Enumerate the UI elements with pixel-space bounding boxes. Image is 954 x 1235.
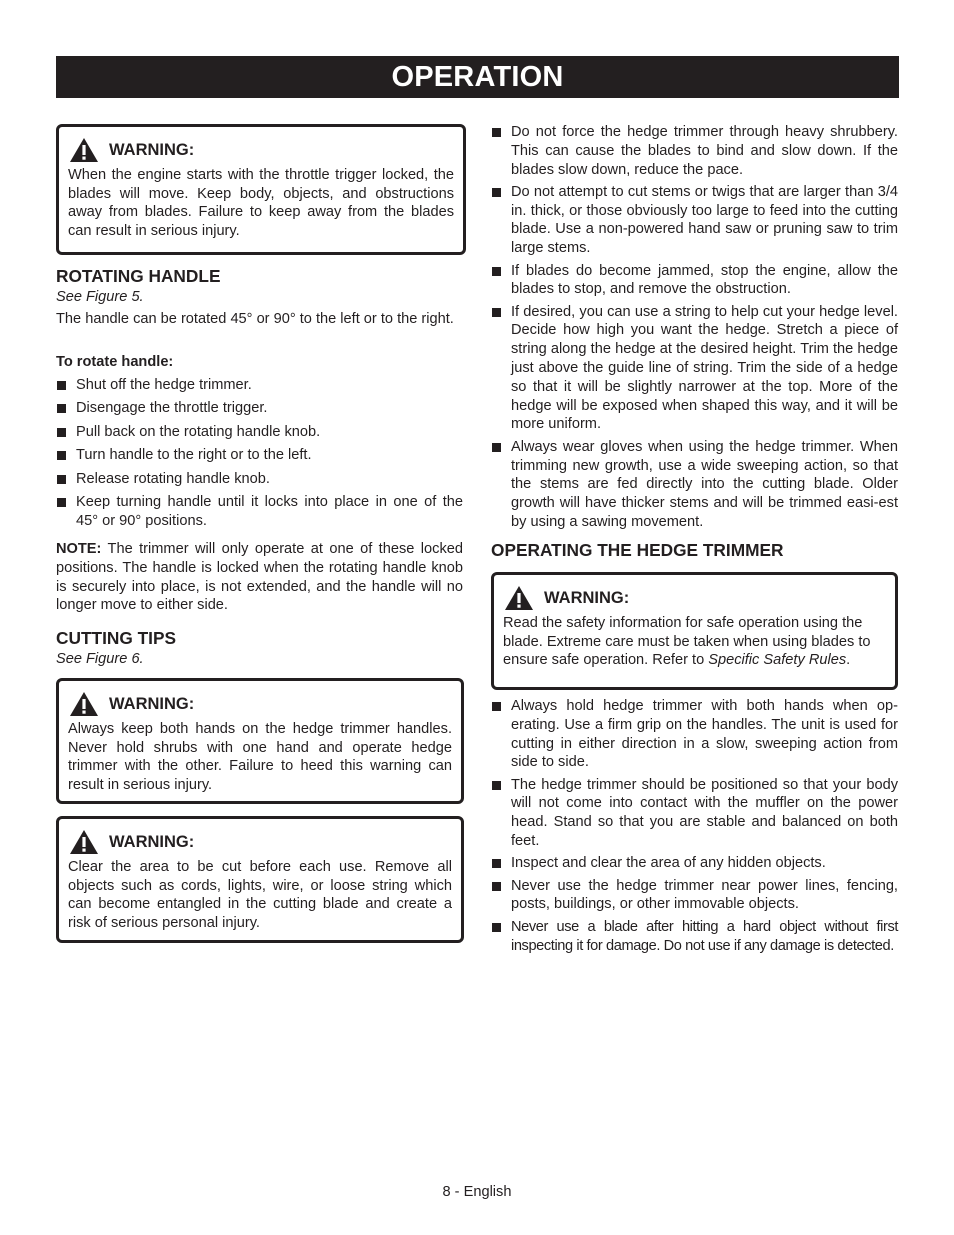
warning-label: WARNING:: [109, 694, 195, 713]
warning-text: When the engine starts with the throttle trigger locked, the blades will move. Keep body, objects, and obstructions away from blades. Failure to keep away from the blades can result in serious injury.: [68, 167, 454, 239]
section-banner: [56, 56, 899, 98]
warning-header: [68, 693, 452, 715]
bullet-square-icon: [492, 882, 501, 891]
list-item: Never use a blade after hitting a hard object without first inspecting it for damage. Do not use if any damage is detected.: [491, 918, 898, 956]
list-item: Shut off the hedge trimmer.: [56, 376, 463, 395]
rotate-steps-list: [56, 376, 463, 531]
bullet-square-icon: [492, 923, 501, 932]
list-item: Always wear gloves when using the hedge trimmer. When trimming new growth, use a wide sweeping action, so that the stems are fed directly into the cutting blade. Older growth will have thicker stems and will be trimmed easi-est by using a sawing movement.: [491, 438, 898, 532]
bullet-square-icon: [492, 308, 501, 317]
list-item: Never use the hedge trimmer near power lines, fencing, posts, buildings, or other immovable objects.: [491, 877, 898, 915]
cutting-tips-heading: CUTTING TIPS: [56, 628, 177, 648]
list-item: Release rotating handle knob.: [56, 470, 463, 489]
warning-header: [503, 587, 886, 609]
bullet-square-icon: [492, 781, 501, 790]
bullet-square-icon: [57, 498, 66, 507]
warning-box-engine: [56, 124, 466, 255]
rotating-handle-heading: ROTATING HANDLE: [56, 266, 221, 286]
warning-text: Clear the area to be cut before each use. Remove all objects such as cords, lights, wire, or loose string which can become entangled in the cutting blade and create a risk of serious personal injury.: [68, 859, 452, 931]
warning-box-blade: [491, 572, 898, 690]
bullet-square-icon: [492, 443, 501, 452]
bullet-square-icon: [57, 381, 66, 390]
list-item: Always hold hedge trimmer with both hands when op-erating. Use a firm grip on the handles. The unit is used for cutting in either direction in a slow, sweeping action from side to side.: [491, 697, 898, 772]
note-label: NOTE:: [56, 541, 102, 557]
list-item: Inspect and clear the area of any hidden objects.: [491, 854, 898, 873]
list-item: If desired, you can use a string to help cut your hedge level. Decide how high you want the hedge. Stretch a piece of string along the hedge at the desired height. Trim the hedge just above the guide line of string. Trim the side of a hedge so that it will be slightly narrower at the top. More of the hedge will be exposed when shaped this way, and it will be more uniform.: [491, 303, 898, 435]
warning-text: Always keep both hands on the hedge trimmer handles. Never hold shrubs with one hand and operate hedge trimmer with the other. Failure to heed this warning can result in serious injury.: [68, 721, 452, 793]
warning-triangle-icon: [69, 829, 99, 855]
rotating-intro: The handle can be rotated 45° or 90° to the left or to the right.: [56, 311, 454, 327]
specific-safety-rules-reference: Specific Safety Rules: [708, 652, 847, 669]
warning-header: [68, 139, 454, 161]
warning-triangle-icon: [69, 691, 99, 717]
warning-triangle-icon: [504, 585, 534, 611]
list-item: The hedge trimmer should be positioned so that your body will not come into contact with the muffler on the power head. Stand so that you are stable and balanced on both feet.: [491, 776, 898, 851]
bullet-square-icon: [492, 859, 501, 868]
list-item: Turn handle to the right or to the left.: [56, 446, 463, 465]
list-item: Do not force the hedge trimmer through heavy shrubbery. This can cause the blades to bind and slow down. If the blades slow down, reduce the pace.: [491, 123, 898, 179]
note-text: The trimmer will only operate at one of these locked positions. The handle is locked when the rotating handle knob is securely into place, is not extended, and the handle will no longer move to either side.: [56, 541, 463, 614]
rotate-subheading: To rotate handle:: [56, 354, 174, 370]
list-item: If blades do become jammed, stop the engine, allow the blades to stop, and remove the obstruction.: [491, 262, 898, 300]
bullet-square-icon: [492, 267, 501, 276]
list-item: Pull back on the rotating handle knob.: [56, 423, 463, 442]
warning-label: WARNING:: [544, 588, 630, 607]
list-item: Disengage the throttle trigger.: [56, 399, 463, 418]
page-number: 8 - English: [442, 1184, 512, 1200]
bullet-square-icon: [57, 451, 66, 460]
warning-box-clear-area: [56, 816, 464, 943]
operating-heading: OPERATING THE HEDGE TRIMMER: [491, 540, 784, 560]
bullet-square-icon: [57, 404, 66, 413]
figure-reference: See Figure 5.: [56, 289, 144, 305]
list-item: Keep turning handle until it locks into place in one of the 45° or 90° positions.: [56, 493, 463, 531]
figure-reference: See Figure 6.: [56, 651, 144, 667]
operating-steps-list: [491, 697, 898, 955]
warning-label: WARNING:: [109, 832, 195, 851]
rotating-note: [56, 540, 463, 615]
list-item: Do not attempt to cut stems or twigs that are larger than 3/4 in. thick, or those obviously too large to feed into the cutting blade. Use a non-powered hand saw or pruning saw to trim large stems.: [491, 183, 898, 258]
bullet-square-icon: [492, 188, 501, 197]
bullet-square-icon: [57, 428, 66, 437]
warning-label: WARNING:: [109, 140, 195, 159]
warning-text: Read the safety information for safe operation using the blade. Extreme care must be taken when using blades to ensure safe operation. Refer to Specific Safety Rules.: [503, 615, 871, 669]
section-title: OPERATION: [391, 61, 564, 93]
cutting-tips-list: [491, 123, 898, 532]
warning-triangle-icon: [69, 137, 99, 163]
bullet-square-icon: [492, 702, 501, 711]
warning-header: [68, 831, 452, 853]
bullet-square-icon: [57, 475, 66, 484]
warning-box-hands: [56, 678, 464, 804]
bullet-square-icon: [492, 128, 501, 137]
